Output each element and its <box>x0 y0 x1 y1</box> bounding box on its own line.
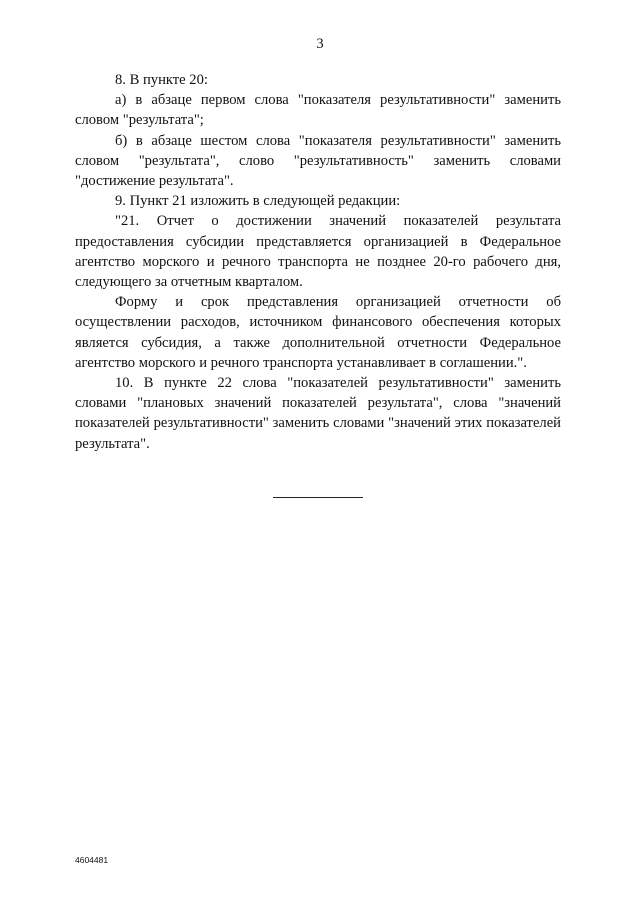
paragraph-item-8: 8. В пункте 20: <box>115 72 208 88</box>
paragraph-item-21-text: "21. Отчет о достижении значений показателей результата предоставления субсидии представляется организацией в Федеральное агентство морского и речного транспорта не позднее 20-го рабочего дня, следующего за отчетным кварталом. <box>75 213 561 291</box>
page-number: 3 <box>316 36 324 52</box>
paragraph-subitem-b: б) в абзаце шестом слова "показателя результативности" заменить словом "результата", слово "результативность" заменить словами "достижение результата". <box>75 132 561 190</box>
paragraph-item-9: 9. Пункт 21 изложить в следующей редакции: <box>115 193 401 210</box>
document-code: 4604481 <box>75 855 109 865</box>
document-body <box>75 70 561 454</box>
paragraph-reporting-form: Форму и срок представления организацией отчетности об осуществлении расходов, источником финансового обеспечения которых является субсидия, а также дополнительной отчетности Федеральное агентство морского и речного транспорта устанавливает в соглашении.". <box>75 294 561 371</box>
end-divider <box>273 497 363 498</box>
paragraph-subitem-a: а) в абзаце первом слова "показателя результативности" заменить словом "результата"; <box>75 92 561 129</box>
paragraph-item-10: 10. В пункте 22 слова "показателей результативности" заменить словами "плановых значений показателей результата", слова "значений показателей результативности" заменить словами "значений этих показателей результата". <box>75 375 561 452</box>
